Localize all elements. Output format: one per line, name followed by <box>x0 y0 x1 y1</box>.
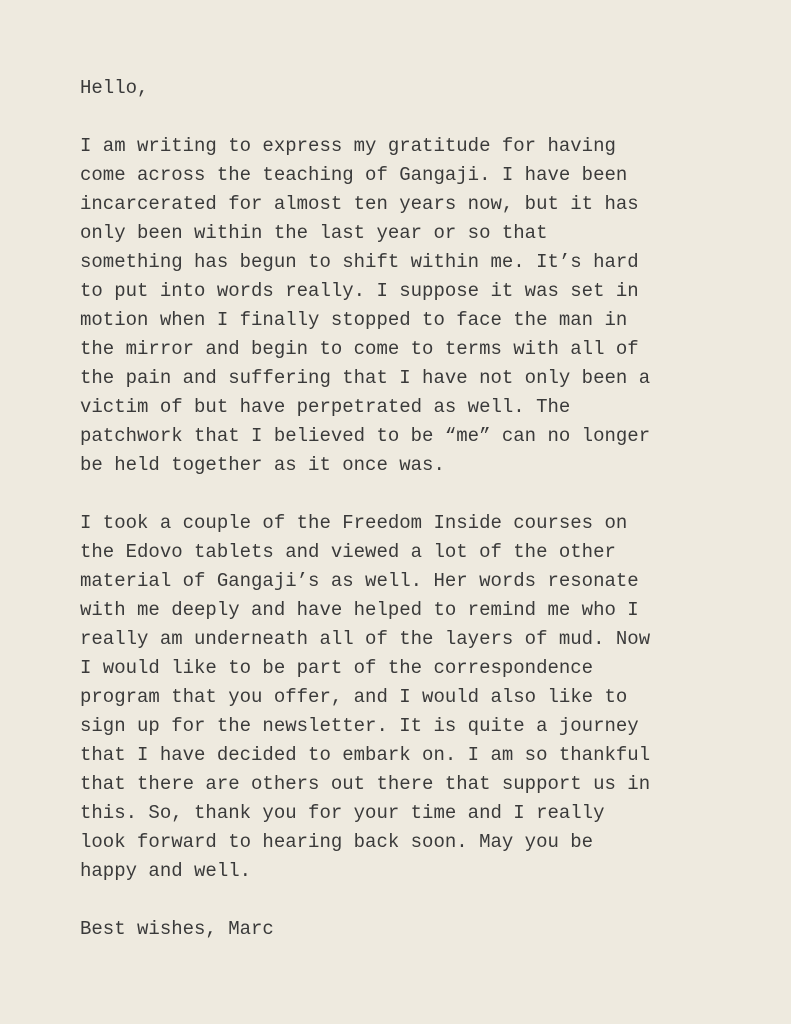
paragraph-spacer <box>80 886 770 915</box>
text-line: I would like to be part of the correspondence <box>80 657 594 679</box>
text-line: the pain and suffering that I have not only been a <box>80 367 651 389</box>
text-line: happy and well. <box>80 860 252 882</box>
text-line: really am underneath all of the layers of mud. Now <box>80 628 651 650</box>
text-line: only been within the last year or so that <box>80 222 548 244</box>
text-line: to put into words really. I suppose it was set in <box>80 280 639 302</box>
text-line: I am writing to express my gratitude for having <box>80 135 616 157</box>
letter-greeting: Hello, <box>80 77 149 99</box>
paragraph-spacer <box>80 480 770 509</box>
text-line: look forward to hearing back soon. May you be <box>80 831 594 853</box>
text-line: this. So, thank you for your time and I really <box>80 802 605 824</box>
text-line: material of Gangaji’s as well. Her words resonate <box>80 570 639 592</box>
text-line: something has begun to shift within me. It’s hard <box>80 251 639 273</box>
text-line: victim of but have perpetrated as well. The <box>80 396 571 418</box>
text-line: be held together as it once was. <box>80 454 445 476</box>
text-line: sign up for the newsletter. It is quite a journey <box>80 715 639 737</box>
letter-paragraph-2 <box>80 509 770 886</box>
text-line: I took a couple of the Freedom Inside courses on <box>80 512 628 534</box>
letter-body <box>80 74 770 944</box>
text-line: the Edovo tablets and viewed a lot of the other <box>80 541 616 563</box>
text-line: the mirror and begin to come to terms with all of <box>80 338 639 360</box>
letter-paragraph-1 <box>80 132 770 480</box>
letter-signoff: Best wishes, Marc <box>80 918 274 940</box>
text-line: that I have decided to embark on. I am so thankful <box>80 744 651 766</box>
text-line: with me deeply and have helped to remind me who I <box>80 599 639 621</box>
text-line: come across the teaching of Gangaji. I have been <box>80 164 628 186</box>
text-line: incarcerated for almost ten years now, but it has <box>80 193 639 215</box>
text-line: that there are others out there that support us in <box>80 773 651 795</box>
text-line: program that you offer, and I would also like to <box>80 686 628 708</box>
text-line: patchwork that I believed to be “me” can no longer <box>80 425 651 447</box>
text-line: motion when I finally stopped to face the man in <box>80 309 628 331</box>
paragraph-spacer <box>80 103 770 132</box>
